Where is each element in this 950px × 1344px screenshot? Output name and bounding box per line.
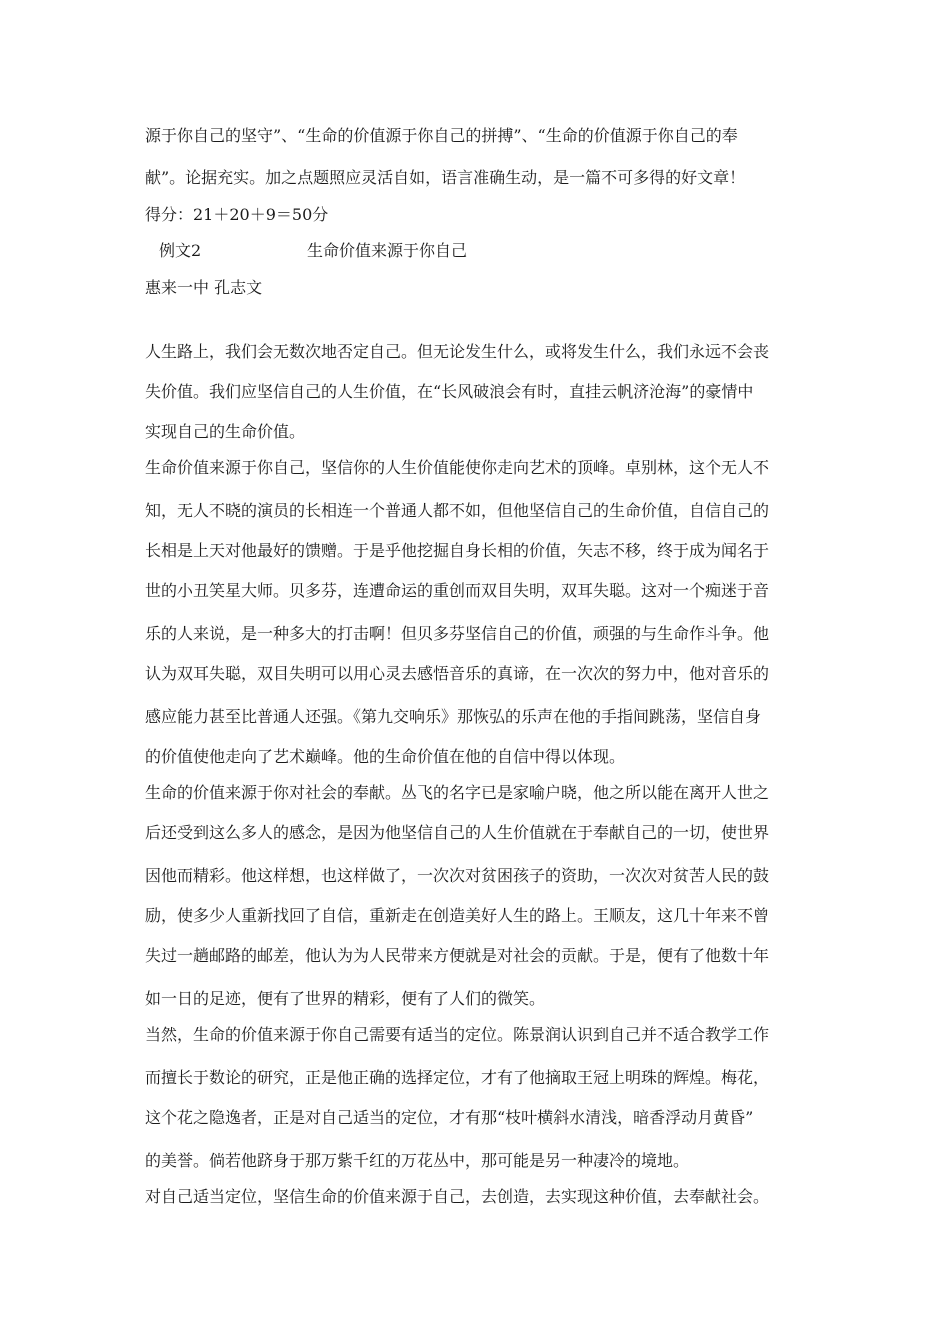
paragraph-line: 励，使多少人重新找回了自信，重新走在创造美好人生的路上。王顺友，这几十年来不曾	[145, 906, 770, 925]
paragraph-line: 后还受到这么多人的感念，是因为他坚信自己的人生价值就在于奉献自己的一切，使世界	[145, 823, 770, 842]
paragraph-line: 人生路上，我们会无数次地否定自己。但无论发生什么，或将发生什么，我们永远不会丧	[145, 342, 770, 361]
paragraph-line: 乐的人来说，是一种多大的打击啊！但贝多芬坚信自己的价值，顽强的与生命作斗争。他	[145, 624, 770, 643]
example-label: 例文2	[159, 241, 202, 260]
paragraph-line: 长相是上天对他最好的馈赠。于是乎他挖掘自身长相的价值，矢志不移，终于成为闻名于	[145, 541, 770, 560]
paragraph-line: 这个花之隐逸者，正是对自己适当的定位，才有那“枝叶横斜水清浅，暗香浮动月黄昏”	[145, 1108, 754, 1127]
essay-title: 生命价值来源于你自己	[307, 241, 468, 260]
score-line: 得分：21＋20＋9＝50分	[145, 205, 329, 224]
intro-line: 献”。论据充实。加之点题照应灵活自如，语言准确生动，是一篇不可多得的好文章！	[145, 168, 746, 187]
paragraph-line: 而擅长于数论的研究，正是他正确的选择定位，才有了他摘取王冠上明珠的辉煌。梅花，	[145, 1068, 770, 1087]
paragraph-line: 因他而精彩。他这样想，也这样做了，一次次对贫困孩子的资助，一次次对贫苦人民的鼓	[145, 866, 770, 885]
paragraph-line: 对自己适当定位，坚信生命的价值来源于自己，去创造，去实现这种价值，去奉献社会。	[145, 1187, 770, 1206]
author-line: 惠来一中 孔志文	[145, 278, 263, 297]
paragraph-line: 生命价值来源于你自己，坚信你的人生价值能使你走向艺术的顶峰。卓别林，这个无人不	[145, 458, 770, 477]
paragraph-line: 失价值。我们应坚信自己的人生价值，在“长风破浪会有时，直挂云帆济沧海”的豪情中	[145, 382, 754, 401]
paragraph-line: 如一日的足迹，便有了世界的精彩，便有了人们的微笑。	[145, 989, 546, 1008]
paragraph-line: 生命的价值来源于你对社会的奉献。丛飞的名字已是家喻户晓，他之所以能在离开人世之	[145, 783, 770, 802]
intro-line: 源于你自己的坚守”、“生命的价值源于你自己的拼搏”、“生命的价值源于你自己的奉	[145, 126, 738, 145]
paragraph-line: 感应能力甚至比普通人还强。《第九交响乐》那恢弘的乐声在他的手指间跳荡，坚信自身	[145, 707, 762, 726]
paragraph-line: 失过一趟邮路的邮差，他认为为人民带来方便就是对社会的贡献。于是，便有了他数十年	[145, 946, 770, 965]
paragraph-line: 世的小丑笑星大师。贝多芬，连遭命运的重创而双目失明，双耳失聪。这对一个痴迷于音	[145, 581, 770, 600]
paragraph-line: 认为双耳失聪，双目失明可以用心灵去感悟音乐的真谛，在一次次的努力中，他对音乐的	[145, 664, 770, 683]
paragraph-line: 当然，生命的价值来源于你自己需要有适当的定位。陈景润认识到自己并不适合教学工作	[145, 1025, 770, 1044]
paragraph-line: 的美誉。倘若他跻身于那万紫千红的万花丛中，那可能是另一种凄冷的境地。	[145, 1151, 690, 1170]
paragraph-line: 的价值使他走向了艺术巅峰。他的生命价值在他的自信中得以体现。	[145, 747, 626, 766]
paragraph-line: 知，无人不晓的演员的长相连一个普通人都不如，但他坚信自己的生命价值，自信自己的	[145, 501, 770, 520]
paragraph-line: 实现自己的生命价值。	[145, 422, 306, 441]
